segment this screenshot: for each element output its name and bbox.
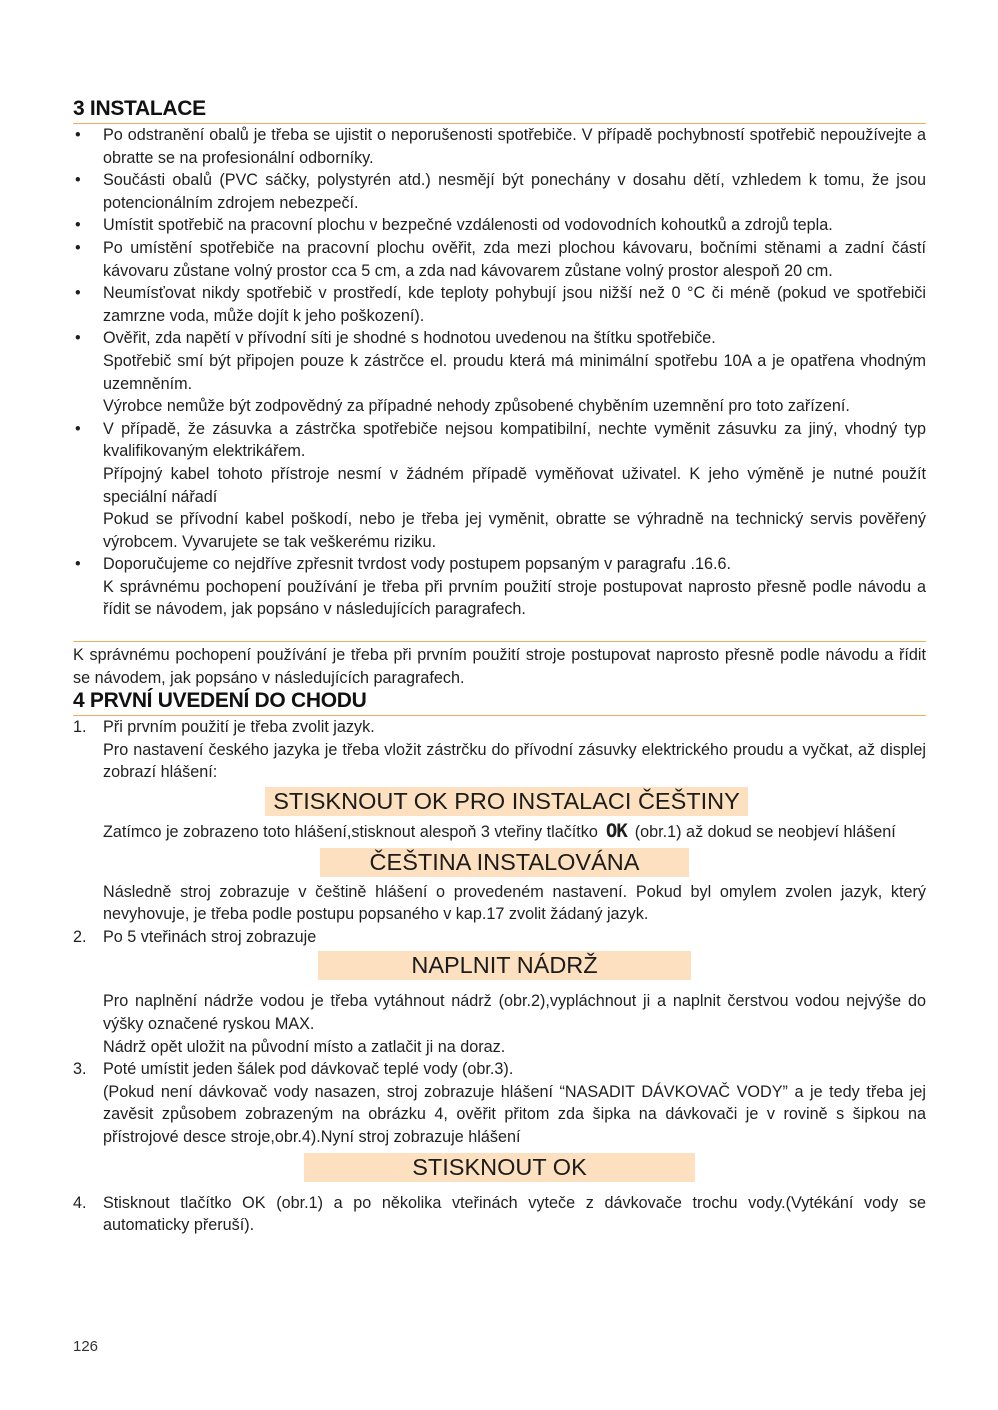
bullet-paragraph: Výrobce nemůže být zodpovědný za případné nehody způsobené chyběním uzemnění pro toto zařízení. <box>103 397 850 416</box>
page-number: 126 <box>73 1338 99 1355</box>
bullet-paragraph: V případě, že zásuvka a zástrčka spotřebiče nejsou kompatibilní, nechte vyměnit zásuvku za jiný, vhodný typ kvalifikovaným elektrikářem. <box>103 419 926 461</box>
step-1-line-1: Při prvním použití je třeba zvolit jazyk. <box>103 718 375 737</box>
instruction-note: K správnému pochopení používání je třeba při prvním použití stroje postupovat naprosto přesně podle návodu a řídit se návodem, jak popsáno v následujících paragrafech. <box>73 641 926 689</box>
bullet-icon: • <box>75 238 81 257</box>
bullet-paragraph: Po odstranění obalů je třeba se ujistit o neporušenosti spotřebiče. V případě pochybností spotřebič nepoužívejte a obratte se na profesionální odborníky. <box>103 126 926 167</box>
step-4 <box>73 1192 926 1237</box>
bullet-item <box>73 418 926 554</box>
step-1-after-text: Následně stroj zobrazuje v češtině hlášení o provedeném nastavení. Pokud byl omylem zvolen jazyk, který nevyhovuje, je třeba podle postupu popsaného v kap.17 zvolit žádaný jazyk. <box>103 882 926 924</box>
step-4-line-1: Stisknout tlačítko OK (obr.1) a po několika vteřinách vyteče z dávkovače trochu vody.(Vytékání vody se automaticky přeruší). <box>103 1193 926 1235</box>
bullet-paragraph: Ověřit, zda napětí v přívodní síti je shodné s hodnotou uvedenou na štítku spotřebiče. <box>103 329 716 348</box>
step-3-line-1: Poté umístit jeden šálek pod dávkovač teplé vody (obr.3). <box>103 1060 514 1079</box>
display-message-install-czech: STISKNOUT OK PRO INSTALACI ČEŠTINY <box>265 787 748 816</box>
bullet-paragraph: Neumísťovat nikdy spotřebič v prostředí, kde teploty pohybují jsou nižší než 0 °C či méně (pokud ve spotřebiči zamrzne voda, může dojít k jeho poškození). <box>103 284 926 325</box>
bullet-item <box>73 124 926 169</box>
step-2-line-1: Po 5 vteřinách stroj zobrazuje <box>103 927 317 946</box>
hold-text-after: (obr.1) až dokud se neobjeví hlášení <box>634 823 896 842</box>
step-number: 1. <box>73 718 87 737</box>
bullet-paragraph: Přípojný kabel tohoto přístroje nesmí v žádném případě vyměňovat uživatel. K jeho výměně je nutné použít speciální nářadí <box>103 464 926 506</box>
bullet-paragraph: K správnému pochopení používání je třeba při prvním použití stroje postupovat naprosto přesně podle návodu a řídit se návodem, jak popsáno v následujících paragrafech. <box>103 577 926 619</box>
bullet-paragraph: Umístit spotřebič na pracovní plochu v bezpečné vzdálenosti od vodovodních kohoutků a zdrojů tepla. <box>103 216 833 235</box>
bullet-icon: • <box>75 171 81 190</box>
bullet-item <box>73 282 926 327</box>
bullet-icon: • <box>75 216 81 235</box>
ok-key-symbol: OK <box>605 820 627 843</box>
hold-text-before: Zatímco je zobrazeno toto hlášení,stisknout alespoň 3 vteřiny tlačítko <box>103 823 598 842</box>
bullet-icon: • <box>75 329 81 348</box>
step-number: 4. <box>73 1193 87 1212</box>
installation-bullet-list <box>73 124 926 621</box>
step-1 <box>73 716 926 926</box>
bullet-item <box>73 237 926 282</box>
bullet-paragraph: Pokud se přívodní kabel poškodí, nebo je třeba jej vyměnit, obratte se výhradně na technický servis pověřený výrobcem. Vyvarujete se tak veškerému riziku. <box>103 510 926 551</box>
display-message-czech-installed: ČEŠTINA INSTALOVÁNA <box>320 848 690 877</box>
step-2-fill-text: Pro naplnění nádrže vodou je třeba vytáhnout nádrž (obr.2),vypláchnout ji a naplnit čerstvou vodou nejvýše do výšky označené ryskou MAX. <box>103 992 926 1033</box>
step-2 <box>73 926 926 1058</box>
bullet-item <box>73 553 926 621</box>
display-message-press-ok: STISKNOUT OK <box>304 1153 695 1182</box>
bullet-paragraph: Spotřebič smí být připojen pouze k zástrčce el. proudu která má minimální spotřebu 10A a je opatřena vhodným uzemněním. <box>103 351 926 393</box>
step-number: 2. <box>73 927 87 946</box>
bullet-icon: • <box>75 284 81 303</box>
step-3 <box>73 1058 926 1181</box>
bullet-icon: • <box>75 555 81 574</box>
bullet-paragraph: Součásti obalů (PVC sáčky, polystyrén atd.) nesmějí být ponechány v dosahu dětí, vzhledem k tomu, že jsou potencionálním zdrojem nebezpečí. <box>103 171 926 212</box>
step-number: 3. <box>73 1060 87 1079</box>
bullet-paragraph: Doporučujeme co nejdříve zpřesnit tvrdost vody postupem popsaným v paragrafu .16.6. <box>103 555 732 574</box>
bullet-item <box>73 214 926 237</box>
bullet-paragraph: Po umístění spotřebiče na pracovní plochu ověřit, zda mezi plochou kávovaru, bočními stěnami a zadní částí kávovaru zůstane volný prostor cca 5 cm, a zda nad kávovarem zůstane volný prostor alespoň 20 cm. <box>103 238 926 280</box>
section-4-title: 4 PRVNÍ UVEDENÍ DO CHODU <box>73 689 926 716</box>
section-3-title: 3 INSTALACE <box>73 97 926 124</box>
bullet-item <box>73 169 926 214</box>
step-1-line-2: Pro nastavení českého jazyka je třeba vložit zástrčku do přívodní zásuvky elektrického proudu a vyčkat, až displej zobrazí hlášení: <box>103 740 926 782</box>
step-1-hold-instruction <box>103 820 926 844</box>
display-message-fill-tank: NAPLNIT NÁDRŽ <box>318 951 690 980</box>
step-3-line-2: (Pokud není dávkovač vody nasazen, stroj zobrazuje hlášení “NASADIT DÁVKOVAČ VODY” a je tedy třeba jej zavěsit způsobem zobrazeným na obrázku 4, ověřit přitom zda šipka na dávkovači je v rovině s šipkou na přístrojové desce stroje,obr.4).Nyní stroj zobrazuje hlášení <box>103 1082 926 1146</box>
bullet-item <box>73 327 926 417</box>
document-page <box>73 97 926 1237</box>
bullet-icon: • <box>75 419 81 438</box>
step-2-put-back-text: Nádrž opět uložit na původní místo a zatlačit ji na doraz. <box>103 1037 506 1056</box>
bullet-icon: • <box>75 126 81 144</box>
first-start-steps <box>73 716 926 1237</box>
